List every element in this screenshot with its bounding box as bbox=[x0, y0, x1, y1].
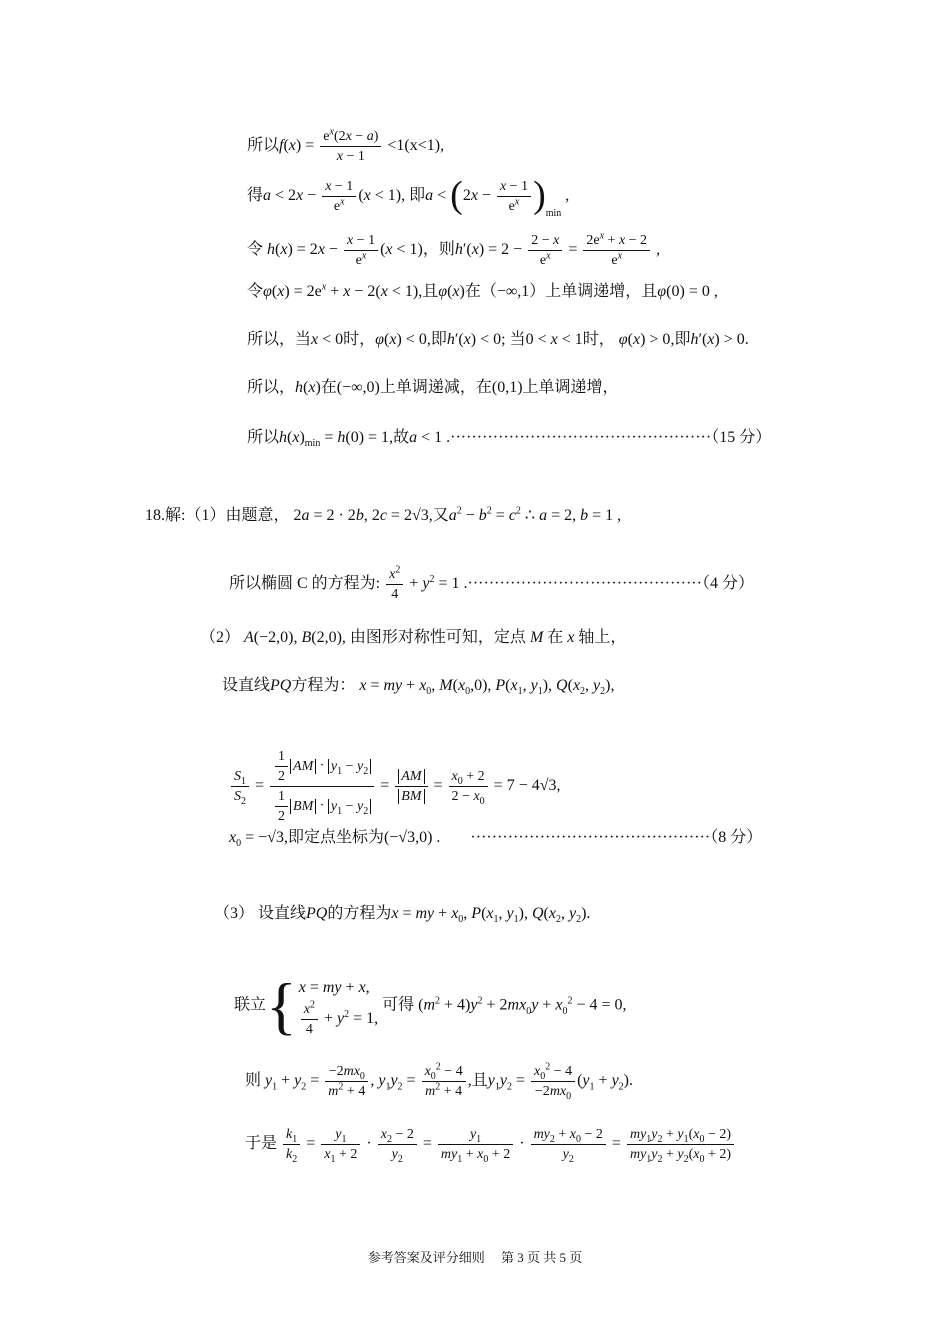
fraction: $\frac{x_0 + 2}{2 - x_0}$ bbox=[449, 768, 488, 805]
eq-line-7: 所以$h(x)_{min} = h(0) = 1$,故a < 1 .·················································（15 分） bbox=[247, 429, 772, 450]
text-fragment: 且 bbox=[471, 1072, 488, 1090]
text-fragment: 所以 bbox=[247, 137, 280, 155]
eq-line-5: 所以，当x < 0时，φ(x) < 0,即h′(x) < 0; 当0 < x < 1时， φ(x) > 0,即h′(x) > 0. bbox=[247, 331, 749, 348]
text-fragment: 时， bbox=[582, 331, 615, 348]
eq-18-4: 设直线PQ方程为： x = my + $x_0$, $M(x_0,0)$, $P(x_1$, $y_1$), $Q(x_2$, $y_2$), bbox=[222, 677, 615, 698]
score-label: （8 分） bbox=[710, 829, 763, 846]
page-footer: 参考答案及评分细则 第 3 页 共 5 页 bbox=[367, 1250, 583, 1265]
text-fragment: , 由图形对称性可知，定点 bbox=[341, 629, 526, 646]
text-fragment: 设直线 bbox=[222, 677, 271, 694]
text-fragment: 所以 bbox=[247, 429, 280, 446]
eq-18-5: $\frac{S_1}{S_2}$ = $\frac{1}{2}$ AM · $y_1 - y_2$ $\frac{1}{2}$ BM · $y_1 - y_2$ = $\frac{AM}{BM}$ = $\frac{x_0 + 2}{2 - x_0}$ = 7 − 4√3, bbox=[229, 748, 561, 825]
fraction: $\frac{x_2 - 2}{y_2}$ bbox=[378, 1126, 417, 1163]
dot-leader: .············································ bbox=[463, 575, 702, 593]
text-fragment: 轴上， bbox=[578, 629, 627, 646]
eq-line-4: 令$\varphi(x) = 2e^x + x - 2(x < 1)$,且φ(x)在（−∞,1）上单调递增，且φ(0) = 0 , bbox=[247, 281, 718, 300]
text-fragment: ,又 bbox=[428, 507, 449, 524]
fraction: $\frac{x - 1}{e^x}$ bbox=[344, 232, 378, 269]
text-fragment: 时， bbox=[343, 331, 376, 348]
text-fragment: 所以，当 bbox=[247, 331, 312, 348]
fraction: $\frac{x - 1}{e^x}$ bbox=[497, 178, 531, 215]
problem-number: 18.解:（1）由题意， bbox=[145, 507, 290, 524]
fraction: $\frac{1}{2}$ AM · $y_1 - y_2$ $\frac{1}{2}$ BM · $y_1 - y_2$ bbox=[270, 748, 374, 825]
text-fragment: 则 bbox=[245, 1072, 262, 1090]
fraction: $\frac{x_0^2 - 4}{-2mx_0}$ bbox=[531, 1063, 575, 1100]
text-fragment: 方程为： bbox=[291, 677, 356, 694]
eq-18-10: 于是 $\frac{k_1}{k_2}$ = $\frac{y_1}{x_1 + 2}$ · $\frac{x_2 - 2}{y_2}$ = $\frac{y_1}{my_1 + x_0 + 2}$ · $\frac{my_2 + x_0 - 2}{y_2}$ = $\frac{my_1y_2 + y_1(x_0 - 2)}{my_1y_2 + y_2(x_0 + 2)}$ bbox=[245, 1126, 736, 1163]
text-fragment: ,即定点坐标为 bbox=[283, 829, 384, 846]
text-fragment: 于是 bbox=[245, 1135, 278, 1153]
text-fragment: ,即 bbox=[426, 331, 447, 348]
fraction: $\frac{x - 1}{e^x}$ bbox=[322, 178, 356, 215]
eq-18-6: $x_0 = -√3$,即定点坐标为(−√3,0) . ·············································（8 分） bbox=[229, 829, 763, 850]
fraction: $\frac{2 - x}{e^x}$ bbox=[528, 232, 562, 269]
eq-18-3: （2） A(−2,0), B(2,0), 由图形对称性可知，定点 M 在 x 轴上， bbox=[200, 629, 627, 646]
eq-18-2: 所以椭圆 C 的方程为: $\frac{x^2}{4}$ + $y^2 = 1$ .············································（4 分） bbox=[229, 564, 754, 602]
eq-line-2: 得a < 2x − $\frac{x - 1}{e^x}$ (x < 1), 即a < (2x − $\frac{x - 1}{e^x}$ )$_{min}$ , bbox=[247, 173, 570, 220]
text-fragment: 可得 bbox=[382, 996, 415, 1014]
text-fragment: ; 当 bbox=[501, 331, 526, 348]
eq-18-9: 则 $y_1 + y_2$ = $\frac{-2mx_0}{m^2 + 4}$ , $y_1y_2$ = $\frac{x_0^2 - 4}{m^2 + 4}$ ,且$y_1y_2$ = $\frac{x_0^2 - 4}{-2mx_0}$ $(y_1 + y_2)$. bbox=[245, 1061, 633, 1102]
eq-18-8: 联立{ x = my + x, $\frac{x^2}{4}$ + $y^2 = 1$, 可得 $(m^2 + 4)y^2 + 2mx_0y + x_0^2 - 4 = 0$, bbox=[234, 970, 627, 1041]
fraction: $\frac{AM}{BM}$ bbox=[395, 768, 427, 805]
fraction: $\frac{e^x(2x - a)}{x - 1}$ bbox=[320, 128, 381, 165]
text-fragment: 在 bbox=[464, 283, 481, 300]
text-fragment: 的方程为 bbox=[327, 905, 392, 922]
text-fragment: 所以， bbox=[247, 379, 296, 396]
fraction: $\frac{-2mx_0}{m^2 + 4}$ bbox=[325, 1063, 368, 1100]
text-fragment: 令 bbox=[247, 283, 264, 300]
dot-leader: ············································· bbox=[470, 829, 711, 846]
text-fragment: ,即 bbox=[670, 331, 691, 348]
score-label: （15 分） bbox=[711, 429, 772, 446]
fraction: $\frac{my_1y_2 + y_1(x_0 - 2)}{my_1y_2 + y_2(x_0 + 2)}$ bbox=[627, 1126, 734, 1163]
fraction: $\frac{S_1}{S_2}$ bbox=[231, 768, 249, 805]
text-fragment: 在 bbox=[547, 629, 564, 646]
text-fragment: <1(x<1), bbox=[387, 137, 445, 155]
text-fragment: ,且 bbox=[418, 283, 439, 300]
text-fragment: 得 bbox=[247, 187, 264, 205]
eq-line-6: 所以，h(x)在(−∞,0)上单调递减，在(0,1)上单调递增， bbox=[247, 379, 619, 396]
fraction: $\frac{2e^x + x - 2}{e^x}$ bbox=[583, 232, 650, 269]
fraction: $\frac{y_1}{x_1 + 2}$ bbox=[321, 1126, 360, 1163]
score-label: （4 分） bbox=[701, 575, 754, 593]
text-fragment: 上单调递增，且 bbox=[545, 283, 658, 300]
fraction: $\frac{k_1}{k_2}$ bbox=[283, 1126, 300, 1163]
text-fragment: 令 bbox=[247, 241, 264, 259]
eq-18-1: 18.解:（1）由题意， 2a = 2 · 2b, 2c = 2√3,又$a^2 - b^2 = c^2$ ∴ a = 2, b = 1 , bbox=[145, 505, 622, 524]
fraction: $\frac{y_1}{my_1 + x_0 + 2}$ bbox=[438, 1126, 513, 1163]
equation-system: x = my + x, $\frac{x^2}{4}$ + $y^2 = 1$, bbox=[298, 978, 379, 1037]
fraction: $\frac{x^2}{4}$ bbox=[386, 566, 403, 603]
text-fragment: ，则 bbox=[422, 241, 455, 259]
eq-18-7: （3） 设直线PQ的方程为x = my + $x_0$, $P(x_1$, $y_1$), $Q(x_2$, $y_2$). bbox=[214, 905, 591, 926]
dot-leader: .················································· bbox=[446, 429, 712, 446]
text-fragment: 所以椭圆 C 的方程为: bbox=[229, 575, 381, 593]
text-fragment: （2） bbox=[200, 629, 241, 646]
text-fragment: 联立 bbox=[234, 996, 267, 1014]
text-fragment: ,故 bbox=[389, 429, 410, 446]
text-fragment: （−∞,1） bbox=[480, 283, 546, 300]
fraction: $\frac{x_0^2 - 4}{m^2 + 4}$ bbox=[422, 1063, 466, 1100]
eq-line-3: 令 h(x) = 2x − $\frac{x - 1}{e^x}$ (x < 1)，则h′(x) = 2 − $\frac{2 - x}{e^x}$ = $\frac{2e^x + x - 2}{e^x}$ , bbox=[247, 230, 661, 268]
text-fragment: 即 bbox=[409, 187, 426, 205]
eq-line-1: 所以f(x) = $\frac{e^x(2x - a)}{x - 1}$ <1(x<1), bbox=[247, 126, 445, 164]
fraction: $\frac{my_2 + x_0 - 2}{y_2}$ bbox=[531, 1126, 606, 1163]
text-fragment: 在(−∞,0)上单调递减，在(0,1)上单调递增， bbox=[320, 379, 619, 396]
text-fragment: （3） 设直线 bbox=[214, 905, 307, 922]
